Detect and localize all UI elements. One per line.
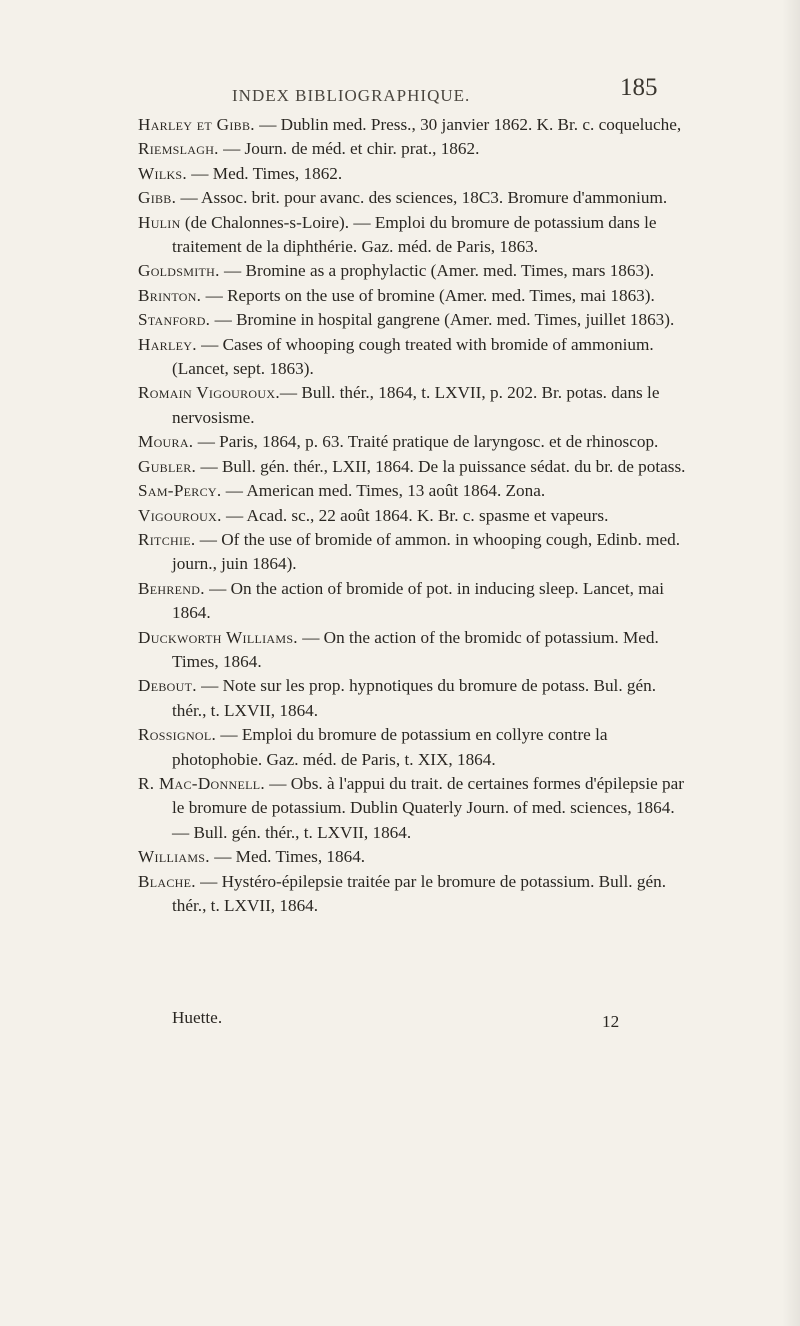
bibliography-entry bbox=[138, 723, 688, 772]
entry-text: — On the action of the bromidc of potassium. Med. Times, 1864. bbox=[172, 627, 659, 671]
bibliography-entry bbox=[138, 479, 688, 503]
entry-author: Sam-Percy. bbox=[138, 481, 222, 501]
bibliography-entry bbox=[138, 772, 688, 821]
entry-text: — Dublin med. Press., 30 janvier 1862. K. Br. c. coqueluche, bbox=[254, 115, 682, 134]
bibliography-entry bbox=[138, 113, 688, 137]
entry-author: Moura. bbox=[138, 432, 194, 452]
entry-text: — Bull. gén. thér., t. LXVII, 1864. bbox=[172, 822, 412, 842]
entry-author: Duckworth Williams. bbox=[138, 627, 298, 647]
bibliography-entry bbox=[138, 259, 688, 283]
bibliography-entry bbox=[138, 162, 688, 186]
entry-text: — Paris, 1864, p. 63. Traité pratique de laryngosc. et de rhinoscop. bbox=[193, 432, 659, 452]
entry-author: Harley. bbox=[138, 334, 197, 354]
entry-author: Hulin bbox=[138, 212, 181, 232]
entry-text: — Journ. de méd. et chir. prat., 1862. bbox=[218, 139, 480, 159]
entry-author: Goldsmith. bbox=[138, 261, 220, 281]
bibliography-list bbox=[138, 113, 688, 918]
entry-text: — American med. Times, 13 août 1864. Zona. bbox=[221, 481, 546, 501]
bibliography-entry bbox=[138, 430, 688, 454]
entry-author: Ritchie. bbox=[138, 529, 196, 549]
entry-text: — Med. Times, 1862. bbox=[187, 163, 343, 183]
entry-author: Gibb. bbox=[138, 188, 177, 208]
entry-text: — Hystéro-épilepsie traitée par le bromure de potassium. Bull. gén. thér., t. LXVII, 1864. bbox=[172, 871, 666, 915]
entry-author: Wilks. bbox=[138, 163, 187, 183]
bibliography-entry bbox=[138, 308, 688, 332]
entry-text: — Obs. à l'appui du trait. de certaines formes d'épilepsie par le bromure de potassium. Dublin Quaterly Journ. of med. sciences, 1864. bbox=[172, 773, 684, 818]
entry-text: — Cases of whooping cough treated with bromide of ammonium. (Lancet, sept. 1863). bbox=[172, 334, 654, 379]
entry-text: — Reports on the use of bromine (Amer. med. Times, mai 1863). bbox=[201, 285, 655, 305]
entry-text: — Assoc. brit. pour avanc. des sciences, 18C3. Bromure d'ammonium. bbox=[176, 188, 668, 208]
signature-name: Huette. bbox=[172, 1008, 223, 1027]
bibliography-entry bbox=[138, 381, 688, 430]
bibliography-entry bbox=[138, 137, 688, 161]
entry-author: Brinton. bbox=[138, 285, 202, 305]
entry-author: Vigouroux. bbox=[138, 505, 222, 525]
bibliography-entry bbox=[138, 626, 688, 675]
entry-author: Debout. bbox=[138, 676, 197, 696]
bibliography-entry bbox=[138, 333, 688, 382]
entry-text: — Bromine in hospital gangrene (Amer. med. Times, juillet 1863). bbox=[210, 310, 675, 330]
entry-text: — Of the use of bromide of ammon. in whooping cough, Edinb. med. journ., juin 1864). bbox=[172, 529, 680, 574]
entry-text: — Bromine as a prophylactic (Amer. med. Times, mars 1863). bbox=[219, 261, 655, 281]
entry-author: Behrend. bbox=[138, 578, 205, 598]
bibliography-entry bbox=[138, 455, 688, 479]
entry-text: — Bull. gén. thér., LXII, 1864. De la puissance sédat. du br. de potass. bbox=[196, 456, 686, 476]
bibliography-entry bbox=[138, 821, 688, 845]
entry-author: Riemslagh. bbox=[138, 139, 219, 159]
entry-text: — Bull. thér., 1864, t. LXVII, p. 202. Br. potas. dans le nervosisme. bbox=[172, 383, 660, 427]
bibliography-entry bbox=[138, 870, 688, 919]
entry-text: — Note sur les prop. hypnotiques du bromure de potass. Bul. gén. thér., t. LXVII, 1864. bbox=[172, 676, 657, 720]
entry-author: Williams. bbox=[138, 847, 210, 867]
bibliography-entry bbox=[138, 845, 688, 869]
entry-author: Stanford. bbox=[138, 310, 211, 330]
entry-author: Rossignol. bbox=[138, 725, 217, 745]
bibliography-entry bbox=[138, 674, 688, 723]
entry-text: — Med. Times, 1864. bbox=[209, 847, 366, 867]
page-number: 185 bbox=[620, 74, 658, 101]
bibliography-entry bbox=[138, 528, 688, 577]
entry-text: (de Chalonnes-s-Loire). — Emploi du bromure de potassium dans le traitement de la diphthérie. Gaz. méd. de Paris, 1863. bbox=[172, 212, 657, 257]
running-title: INDEX BIBLIOGRAPHIQUE. bbox=[232, 86, 471, 105]
bibliography-entry bbox=[138, 577, 688, 626]
entry-text: — Acad. sc., 22 août 1864. K. Br. c. spasme et vapeurs. bbox=[221, 505, 609, 525]
entry-author: Romain Vigouroux. bbox=[138, 383, 280, 403]
entry-author: Blache. bbox=[138, 871, 196, 891]
bibliography-entry bbox=[138, 284, 688, 308]
page-edge-shadow bbox=[782, 0, 800, 1326]
signature-number: 12 bbox=[602, 1012, 620, 1031]
bibliography-entry bbox=[138, 211, 688, 260]
entry-author: Harley et Gibb. bbox=[138, 115, 255, 134]
entry-text: — Emploi du bromure de potassium en collyre contre la photophobie. Gaz. méd. de Paris, t. XIX, 1864. bbox=[172, 725, 608, 769]
bibliography-entry bbox=[138, 186, 688, 210]
entry-text: — On the action of bromide of pot. in inducing sleep. Lancet, mai 1864. bbox=[172, 578, 664, 623]
entry-author: R. Mac-Donnell. bbox=[138, 773, 265, 793]
bibliography-entry bbox=[138, 504, 688, 528]
entry-author: Gubler. bbox=[138, 456, 197, 476]
